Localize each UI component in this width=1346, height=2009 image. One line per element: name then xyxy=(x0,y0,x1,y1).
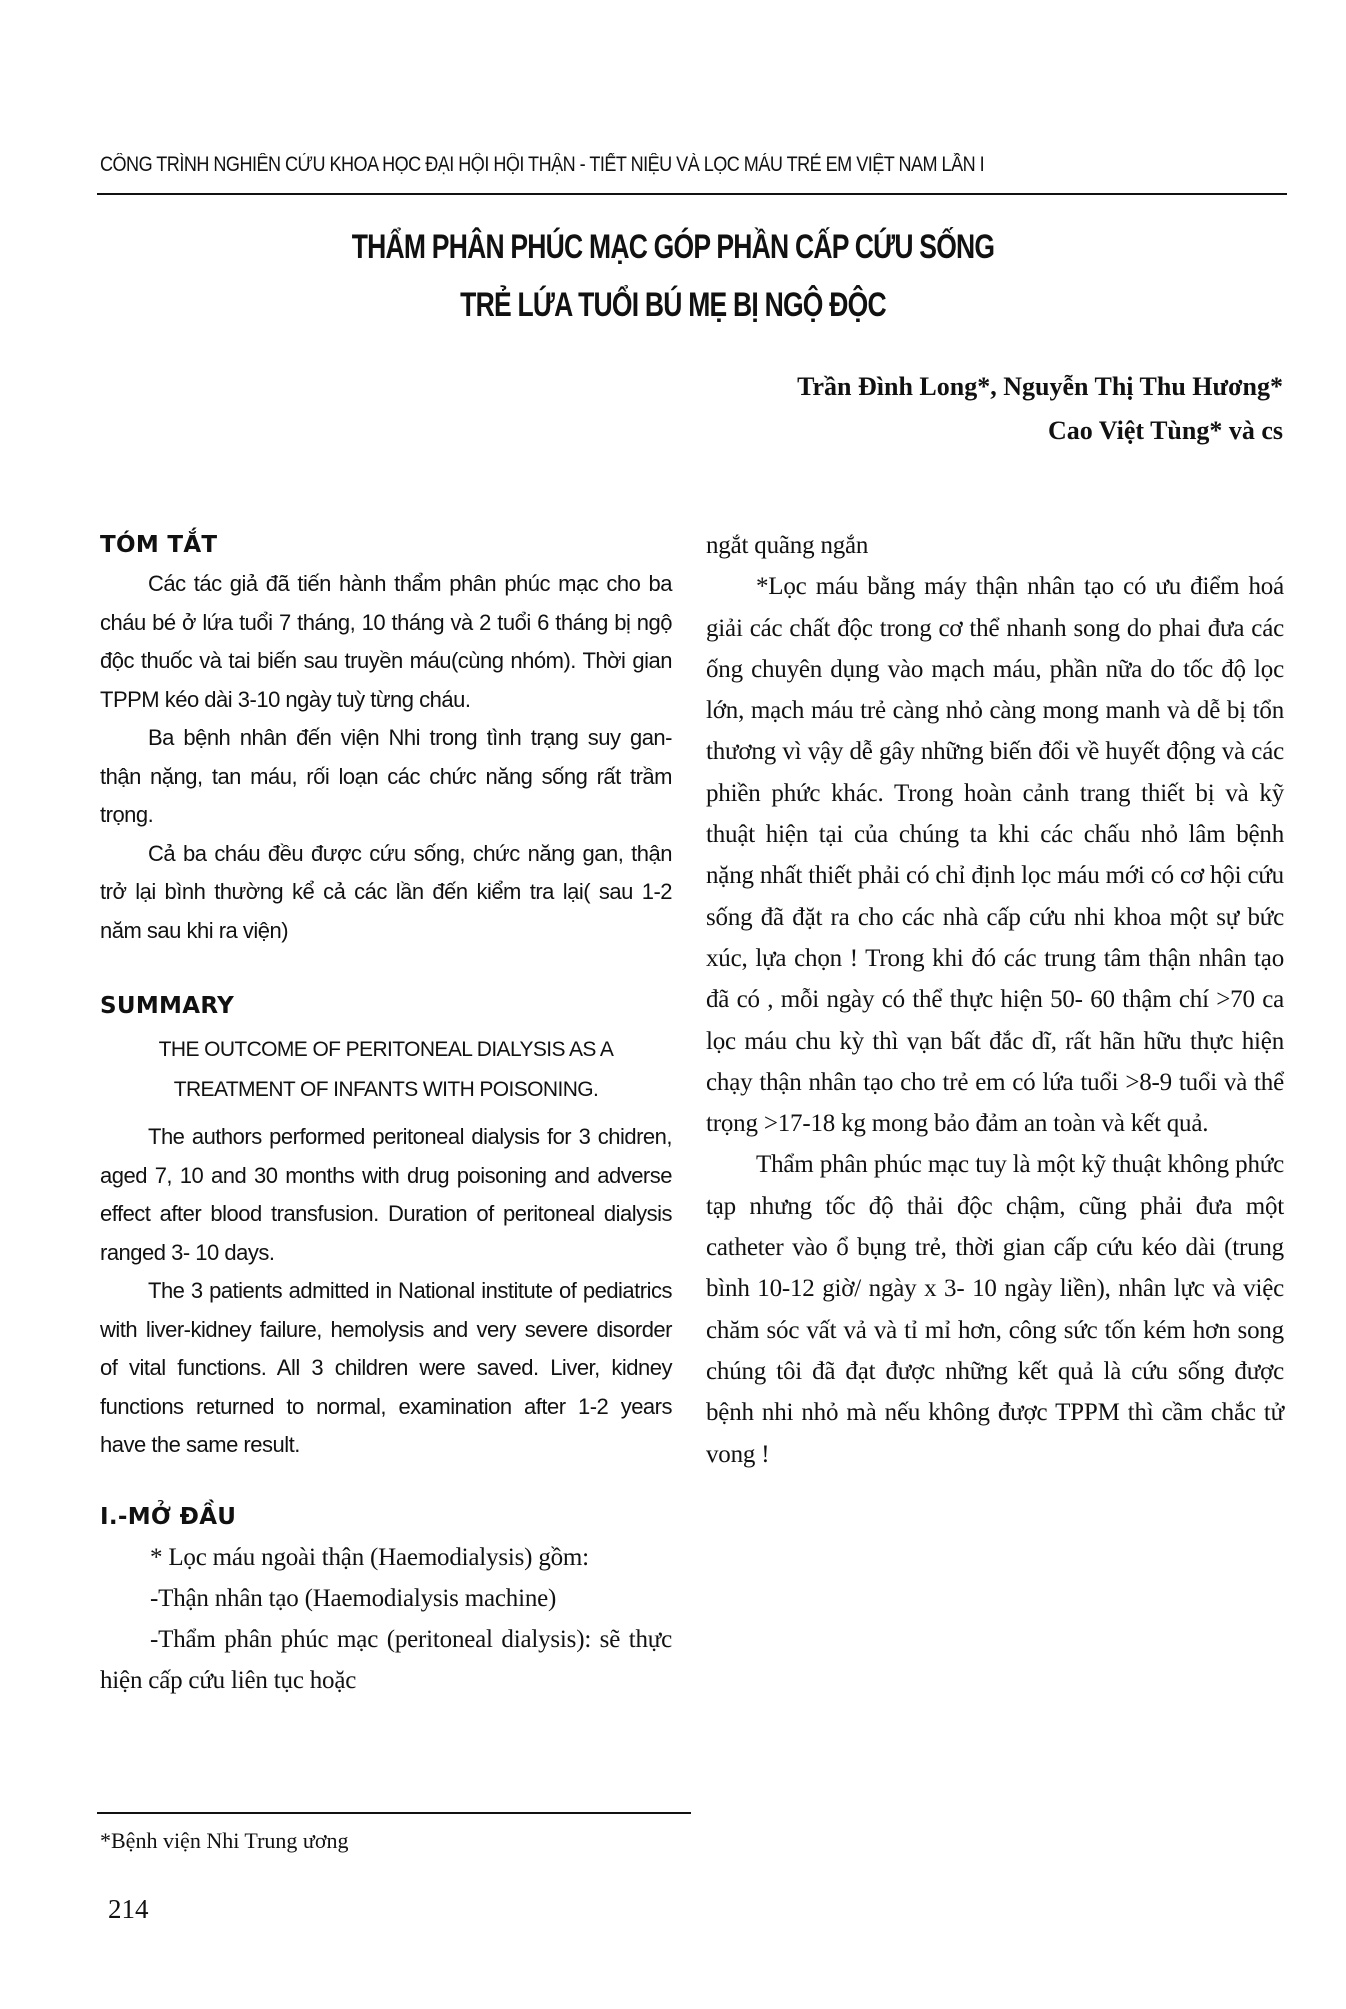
authors-line-2: Cao Việt Tùng* và cs xyxy=(1048,416,1283,445)
summary-heading: SUMMARY xyxy=(100,993,235,1019)
page-number: 214 xyxy=(108,1894,149,1924)
introduction-heading: I.-MỞ ĐẦU xyxy=(100,1503,237,1530)
running-header: CÔNG TRÌNH NGHIÊN CỨU KHOA HỌC ĐẠI HỘI HỘI THẬN - TIẾT NIỆU VÀ LỌC MÁU TRẺ EM VIỆT NAM LẦN I xyxy=(100,153,985,176)
paper-title xyxy=(0,218,1346,334)
summary-paragraph: The 3 patients admitted in National institute of pediatrics with liver-kidney failure, hemolysis and very severe disorder of vital functions. All 3 children were saved. Liver, kidney functions returned to normal, examination after 1-2 years have the same result. xyxy=(100,1278,672,1457)
intro-right-paragraph: Thẩm phân phúc mạc tuy là một kỹ thuật không phức tạp nhưng tốc độ thải độc chậm, cũng phải đưa một catheter vào ổ bụng trẻ, thời gian cấp cứu kéo dài (trung bình 10-12 giờ/ ngày x 3- 10 ngày liền), nhân lực và việc chăm sóc vất vả và tỉ mỉ hơn, công sức tốn kém hơn song chúng tôi đã đạt được những kết quả là cứu sống được bệnh nhi nhỏ mà nếu không được TPPM thì cầm chắc tử vong ! xyxy=(706,1151,1284,1468)
intro-left-paragraph: * Lọc máu ngoài thận (Haemodialysis) gồm: xyxy=(150,1543,589,1571)
intro-left-paragraph: -Thẩm phân phúc mạc (peritoneal dialysis): sẽ thực hiện cấp cứu liên tục hoặc xyxy=(100,1626,672,1695)
abstract-vi-paragraph: Ba bệnh nhân đến viện Nhi trong tình trạng suy gan-thận nặng, tan máu, rối loạn các chức năng sống rất trầm trọng. xyxy=(100,725,672,827)
authors xyxy=(797,365,1283,453)
summary-paragraph: The authors performed peritoneal dialysis for 3 chidren, aged 7, 10 and 30 months with drug poisoning and adverse effect after blood transfusion. Duration of peritoneal dialysis ranged 3- 10 days. xyxy=(100,1124,672,1265)
intro-right-paragraph: *Lọc máu bằng máy thận nhân tạo có ưu điểm hoá giải các chất độc trong cơ thể nhanh song do phai đưa các ống chuyên dụng vào mạch máu, phần nữa do tốc độ lọc lớn, mạch máu trẻ càng nhỏ càng mong manh và dễ bị tổn thương vì vậy dễ gây những biến đổi về huyết động và các phiền phức khác. Trong hoàn cảnh trang thiết bị và kỹ thuật hiện tại của chúng ta khi các chấu nhỏ lâm bệnh nặng nhất thiết phải có chỉ định lọc máu mới có cơ hội cứu sống đã đặt ra cho các nhà cấp cứu nhi khoa một sự bức xúc, lựa chọn ! Trong khi đó các trung tâm thận nhân tạo đã có , mỗi ngày có thể thực hiện 50- 60 thậm chí >70 ca lọc máu chu kỳ thì vạn bất đắc dĩ, rất hãn hữu thực hiện chạy thận nhân tạo cho trẻ em có lứa tuổi >8-9 tuổi và thể trọng >17-18 kg mong bảo đảm an toàn và kết quả. xyxy=(706,573,1284,1138)
footnote-rule xyxy=(97,1812,691,1814)
right-column xyxy=(706,525,1284,1475)
summary-title-line-1: THE OUTCOME OF PERITONEAL DIALYSIS AS A xyxy=(158,1038,614,1061)
title-line-1: THẨM PHÂN PHÚC MẠC GÓP PHẦN CẤP CỨU SỐNG xyxy=(351,228,995,266)
intro-right-continuation: ngắt quãng ngắn xyxy=(706,532,869,559)
header-rule xyxy=(97,193,1287,195)
title-line-2: TRẺ LỨA TUỔI BÚ MẸ BỊ NGỘ ĐỘC xyxy=(460,286,886,324)
authors-line-1: Trần Đình Long*, Nguyễn Thị Thu Hương* xyxy=(797,372,1283,401)
abstract-vi-paragraph: Cả ba cháu đều được cứu sống, chức năng gan, thận trở lại bình thường kể cả các lần đến kiểm tra lại( sau 1-2 năm sau khi ra viện) xyxy=(100,840,672,943)
footnote: *Bệnh viện Nhi Trung ương xyxy=(100,1828,349,1853)
abstract-vi-paragraph: Các tác giả đã tiến hành thẩm phân phúc mạc cho ba cháu bé ở lứa tuổi 7 tháng, 10 tháng và 2 tuổi 6 tháng bị ngộ độc thuốc và tai biến sau truyền máu(cùng nhóm). Thời gian TPPM kéo dài 3-10 ngày tuỳ từng cháu. xyxy=(100,571,672,712)
abstract-vi-heading: TÓM TẮT xyxy=(100,532,218,558)
summary-title-line-2: TREATMENT OF INFANTS WITH POISONING. xyxy=(173,1078,599,1101)
intro-left-paragraph: -Thận nhân tạo (Haemodialysis machine) xyxy=(150,1584,557,1612)
left-column xyxy=(100,525,672,1702)
